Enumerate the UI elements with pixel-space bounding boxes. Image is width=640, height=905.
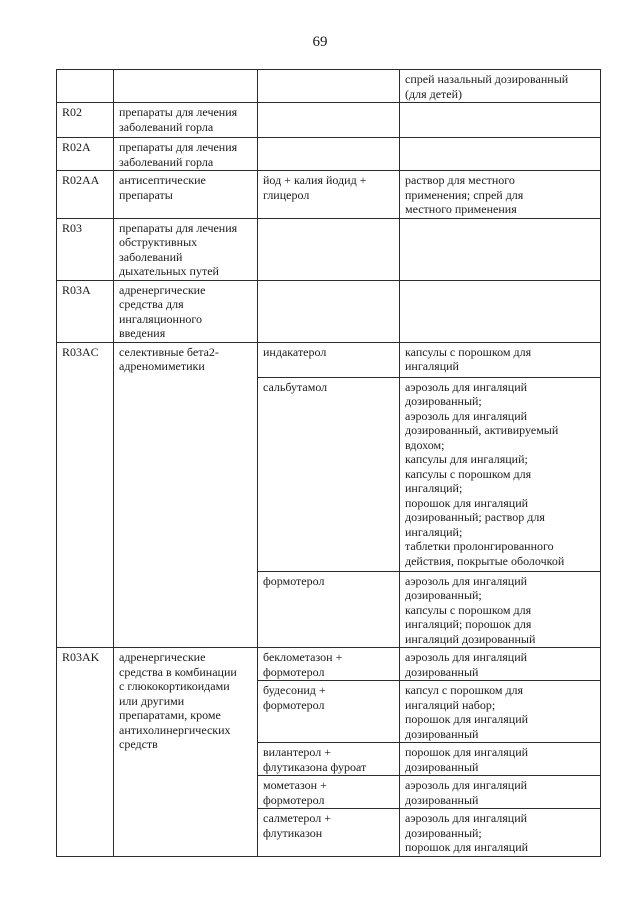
table-row <box>57 103 601 138</box>
substance-cell: вилантерол + флутиказона фуроат <box>258 743 400 776</box>
dosage-form-cell: аэрозоль для ингаляций дозированный; порошок для ингаляций <box>400 809 601 857</box>
table-row <box>57 70 601 103</box>
atc-code-cell: R03 <box>57 218 114 280</box>
atc-code-cell: R03A <box>57 280 114 342</box>
group-name-cell: препараты для лечения заболеваний горла <box>114 138 258 171</box>
substance-cell: мометазон + формотерол <box>258 776 400 809</box>
atc-code-cell <box>57 70 114 103</box>
atc-code-cell: R02A <box>57 138 114 171</box>
group-name-cell: препараты для лечения обструктивных заболеваний дыхательных путей <box>114 218 258 280</box>
substance-cell <box>258 218 400 280</box>
substance-cell: индакатерол <box>258 342 400 377</box>
atc-code-cell: R03AC <box>57 342 114 648</box>
dosage-form-cell: капсул с порошком для ингаляций набор; порошок для ингаляций дозированный <box>400 681 601 743</box>
atc-code-cell: R02AA <box>57 171 114 219</box>
substance-cell: будесонид + формотерол <box>258 681 400 743</box>
substance-cell: салметерол + флутиказон <box>258 809 400 857</box>
table-row <box>57 280 601 342</box>
group-name-cell: адренергические средства для ингаляционного введения <box>114 280 258 342</box>
dosage-form-cell: спрей назальный дозированный (для детей) <box>400 70 601 103</box>
dosage-form-cell <box>400 280 601 342</box>
dosage-form-cell <box>400 138 601 171</box>
group-name-cell: селективные бета2- адреномиметики <box>114 342 258 648</box>
substance-cell: сальбутамол <box>258 377 400 571</box>
drug-table <box>56 69 601 857</box>
dosage-form-cell: капсулы с порошком для ингаляций <box>400 342 601 377</box>
dosage-form-cell: аэрозоль для ингаляций дозированный <box>400 776 601 809</box>
group-name-cell <box>114 70 258 103</box>
dosage-form-cell: раствор для местного применения; спрей для местного применения <box>400 171 601 219</box>
table-row <box>57 342 601 377</box>
atc-code-cell: R02 <box>57 103 114 138</box>
substance-cell: формотерол <box>258 571 400 648</box>
table-row <box>57 171 601 219</box>
group-name-cell: препараты для лечения заболеваний горла <box>114 103 258 138</box>
substance-cell <box>258 280 400 342</box>
group-name-cell: антисептические препараты <box>114 171 258 219</box>
table-row <box>57 218 601 280</box>
table-row <box>57 648 601 681</box>
group-name-cell: адренергические средства в комбинации с глюкокортикоидами или другими препаратами, кроме антихолинергических средств <box>114 648 258 857</box>
substance-cell: беклометазон + формотерол <box>258 648 400 681</box>
substance-cell: йод + калия йодид + глицерол <box>258 171 400 219</box>
substance-cell <box>258 138 400 171</box>
dosage-form-cell: аэрозоль для ингаляций дозированный; капсулы с порошком для ингаляций; порошок для ингаляций дозированный <box>400 571 601 648</box>
dosage-form-cell <box>400 218 601 280</box>
substance-cell <box>258 70 400 103</box>
substance-cell <box>258 103 400 138</box>
dosage-form-cell: аэрозоль для ингаляций дозированный <box>400 648 601 681</box>
page-number: 69 <box>312 34 328 50</box>
atc-code-cell: R03AK <box>57 648 114 857</box>
dosage-form-cell <box>400 103 601 138</box>
dosage-form-cell: аэрозоль для ингаляций дозированный; аэрозоль для ингаляций дозированный, активируемый вдохом; капсулы для ингаляций; капсулы с порошком для ингаляций; порошок для ингаляций дозированный; раствор для ингаляций; таблетки пролонгированного действия, покрытые оболочкой <box>400 377 601 571</box>
table-row <box>57 138 601 171</box>
dosage-form-cell: порошок для ингаляций дозированный <box>400 743 601 776</box>
